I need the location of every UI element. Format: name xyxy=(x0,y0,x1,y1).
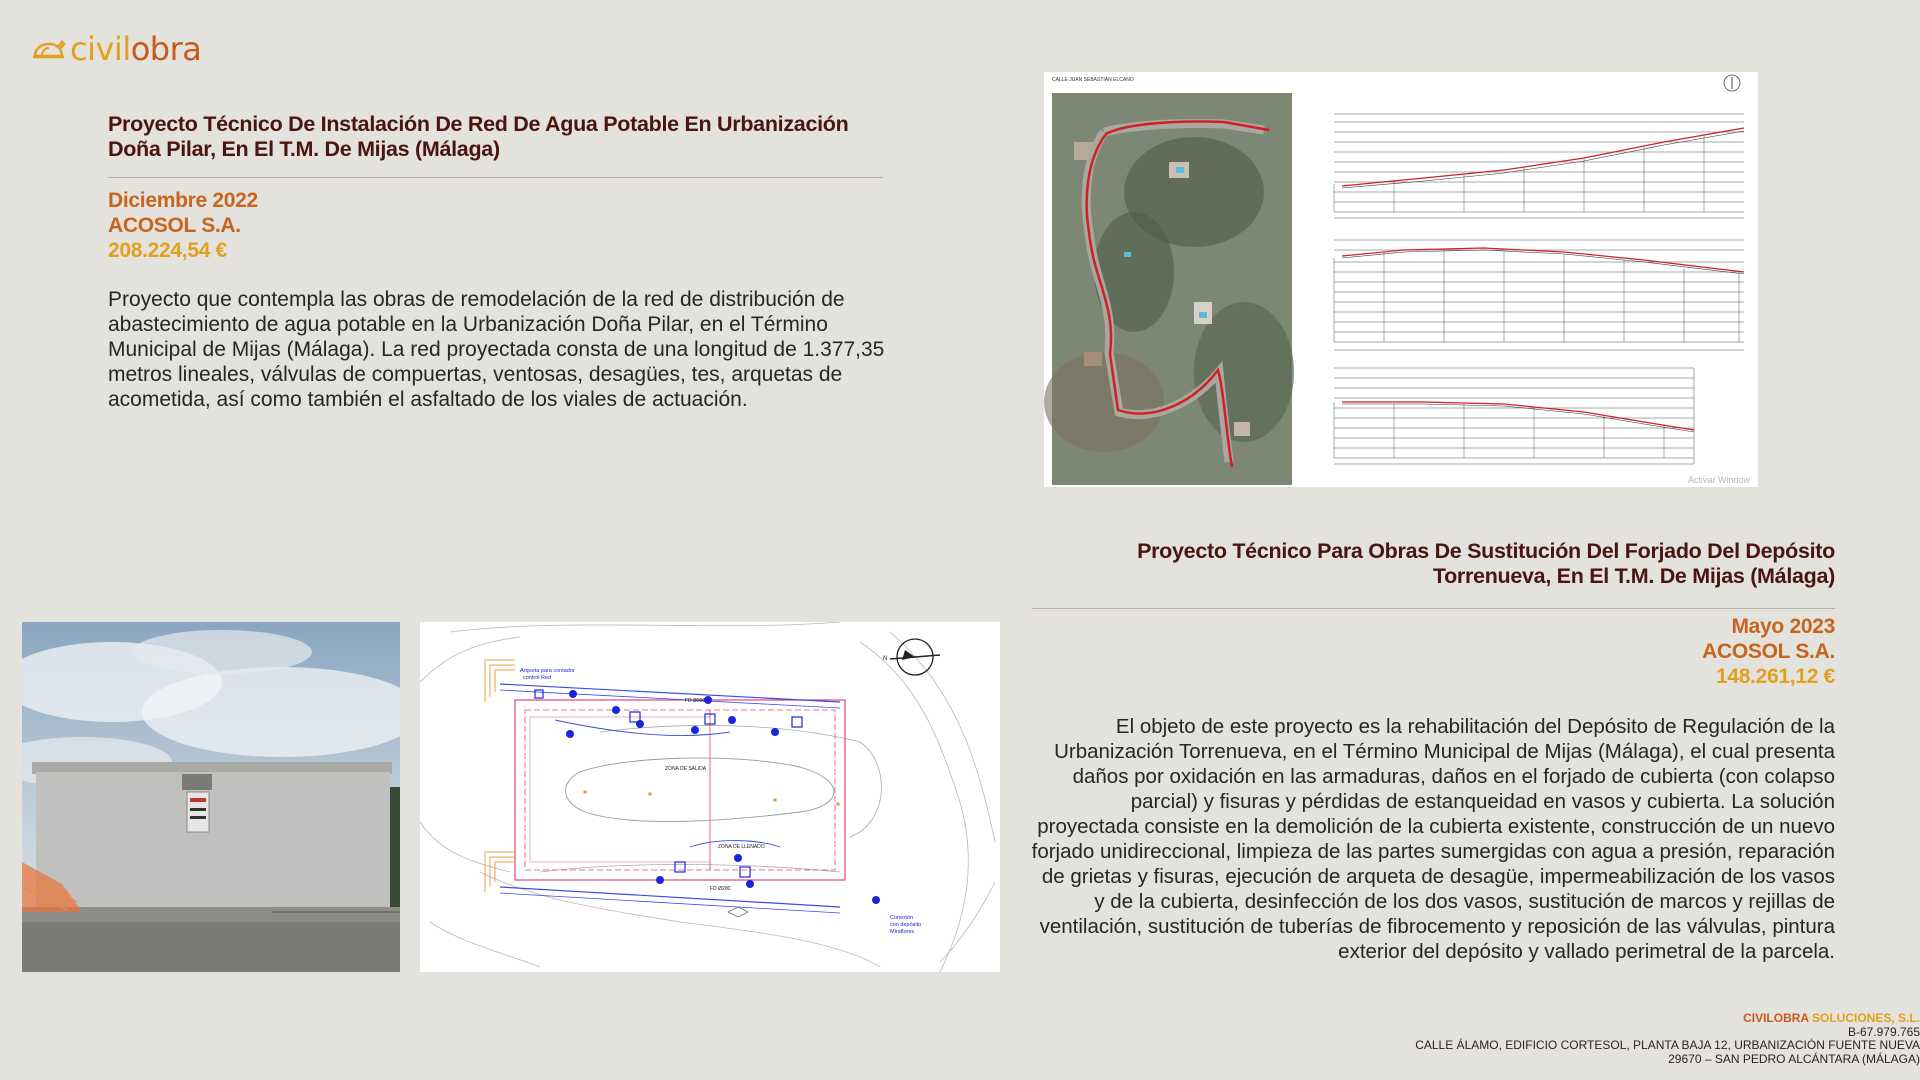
figure-watermark: Activar Window xyxy=(1688,475,1751,485)
longitudinal-profile-2 xyxy=(1334,240,1744,350)
aerial-map xyxy=(1044,93,1294,485)
brand-logo[interactable] xyxy=(32,30,201,68)
helmet-icon xyxy=(32,36,66,62)
project1-meta xyxy=(108,188,258,263)
compass-icon xyxy=(890,639,940,675)
plan-label-conexion-3: Miraflores xyxy=(890,929,915,935)
longitudinal-profile-1 xyxy=(1334,114,1744,218)
plan-label-fd-top: FD Ø200 xyxy=(685,698,706,704)
project2-divider xyxy=(1032,608,1835,609)
plan-label-conexion-1: Conexión xyxy=(890,915,914,921)
project2-title-line1: Proyecto Técnico Para Obras De Sustitución Del Forjado Del Depósito xyxy=(1137,539,1835,563)
street-label: CALLE JUAN SEBASTIÁN ELCANO xyxy=(1052,77,1134,83)
project1-date: Diciembre 2022 xyxy=(108,189,258,212)
project1-title-line2: Doña Pilar, En El T.M. De Mijas (Málaga) xyxy=(108,137,500,161)
deposit-photo xyxy=(22,622,400,972)
project2-amount: 148.261,12 € xyxy=(1715,665,1835,688)
project2-date: Mayo 2023 xyxy=(1731,615,1835,638)
plan-label-zona-salida: ZONA DE SALIDA xyxy=(665,766,707,772)
project2-description: El objeto de este proyecto es la rehabilitación del Depósito de Regulación de la Urbanización Torrenueva, en el Término Municipal de Mijas (Málaga), el cual presenta daños por oxidación en las armaduras, daños en el forjado de cubierta (con colapso parcial) y fisuras y pérdidas de estanqueidad en vasos y cubierta. La solución proyectada consiste en la demolición de la cubierta existente, construcción de un nuevo forjado unidireccional, limpieza de las partes sumergidas con agua a presión, reparación de grietas y fisuras, ejecución de arqueta de desagüe, impermeabilización de los vasos y de la cubierta, desinfección de los dos vasos, sustitución de marcos y rejillas de ventilación, sustitución de tuberías de fibrocemento y reposición de las válvulas, pintura exterior del depósito y vallado perimetral de la parcela. xyxy=(1031,715,1835,963)
footer-cif: B-67.979.765 xyxy=(1847,1024,1920,1039)
project1-client: ACOSOL S.A. xyxy=(108,214,241,237)
plan-label-conexion-2: con depósito xyxy=(890,922,922,928)
project2-title xyxy=(1030,539,1835,589)
plan-label-zona-llenado: ZONA DE LLENADO xyxy=(718,844,765,850)
footer-company: CIVILOBRA SOLUCIONES, S.L. xyxy=(1743,1011,1920,1025)
project2-meta xyxy=(1500,614,1835,689)
plan-label-arqueta-1: Arqueta para contador xyxy=(520,668,575,674)
plan-north-label: N xyxy=(883,656,888,662)
north-arrow-icon xyxy=(1724,75,1740,91)
project2-title-line2: Torrenueva, En El T.M. De Mijas (Málaga) xyxy=(1432,564,1835,588)
project1-divider xyxy=(108,177,883,178)
deposit-plan-drawing xyxy=(420,622,1000,972)
plan-label-arqueta-2: control Red xyxy=(523,675,552,681)
plan-label-fd-bottom: FD Ø200 xyxy=(710,886,731,892)
logo-text: civilobra xyxy=(70,30,202,68)
footer xyxy=(1415,1012,1920,1066)
project2-client: ACOSOL S.A. xyxy=(1702,640,1835,663)
longitudinal-profile-3 xyxy=(1334,368,1694,464)
project1-description: Proyecto que contempla las obras de remodelación de la red de distribución de abastecimiento de agua potable en la Urbanización Doña Pilar, en el Término Municipal de Mijas (Málaga). La red proyectada consta de una longitud de 1.377,35 metros lineales, válvulas de compuertas, ventosas, desagües, tes, arquetas de acometida, así como también el asfaltado de los viales de actuación. xyxy=(108,288,885,411)
project1-amount: 208.224,54 € xyxy=(108,239,228,262)
project1-title-line1: Proyecto Técnico De Instalación De Red De Agua Potable En Urbanización xyxy=(108,112,849,136)
project1-profile-figure xyxy=(1044,72,1758,487)
project1-title xyxy=(108,112,888,162)
footer-address: CALLE ÁLAMO, EDIFICIO CORTESOL, PLANTA BAJA 12, URBANIZACIÓN FUENTE NUEVA xyxy=(1415,1038,1920,1052)
footer-city: 29670 – SAN PEDRO ALCÁNTARA (MÁLAGA) xyxy=(1668,1051,1920,1066)
